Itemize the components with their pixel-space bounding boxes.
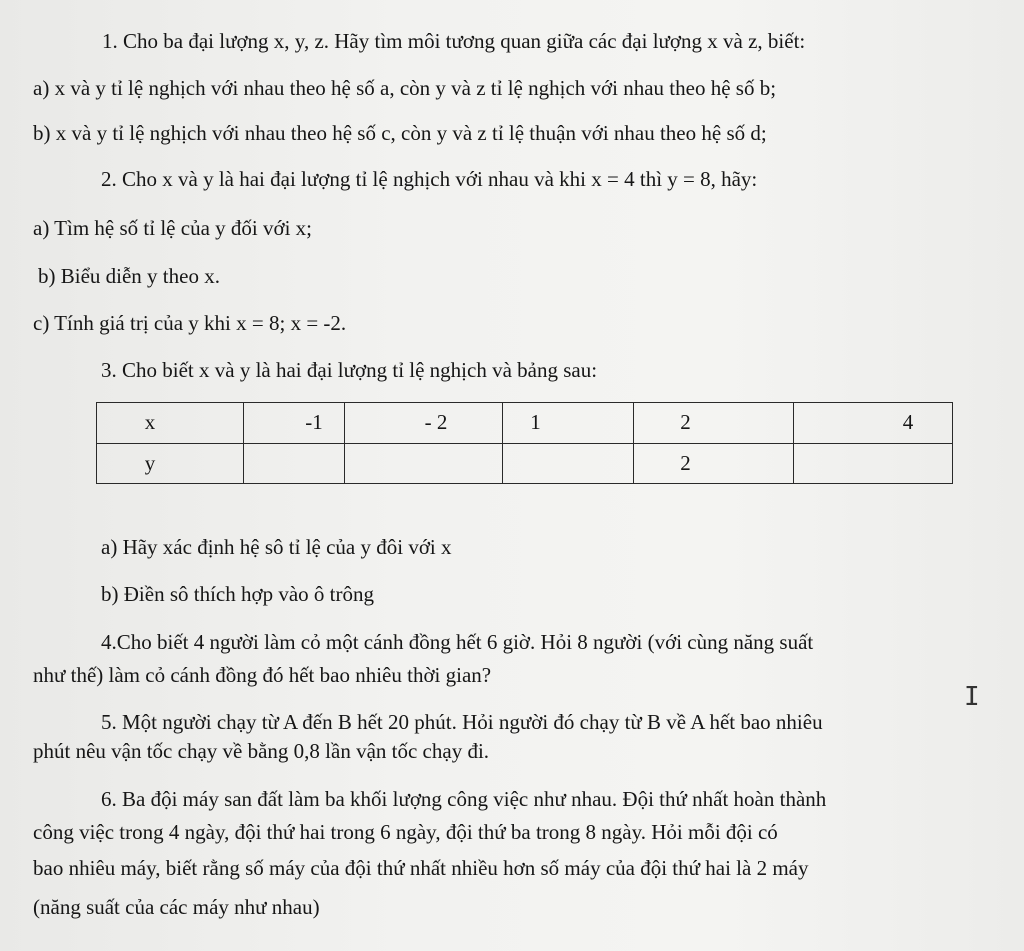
table-cell: - 2 — [345, 403, 503, 444]
table-cell: 1 — [503, 403, 634, 444]
problem-5-line-2: phút nêu vận tốc chạy về bằng 0,8 lần vận tốc chạy đi. — [33, 739, 490, 763]
problem-3-part-b: b) Điền sô thích hợp vào ô trông — [101, 582, 374, 606]
table-cell-x-label: x — [97, 403, 244, 444]
table-cell: 4 — [794, 403, 953, 444]
problem-6-line-4: (năng suất của các máy như nhau) — [33, 895, 320, 919]
table-cell-empty — [794, 443, 953, 484]
problem-2-part-c: c) Tính giá trị của y khi x = 8; x = -2. — [33, 311, 347, 335]
table-row-y — [97, 443, 953, 484]
problem-1-part-a: a) x và y tỉ lệ nghịch với nhau theo hệ số a, còn y và z tỉ lệ nghịch với nhau theo hệ số b; — [33, 76, 777, 100]
problem-2-part-a: a) Tìm hệ số tỉ lệ của y đối với x; — [33, 216, 312, 240]
table-cell-empty — [503, 443, 634, 484]
problem-6-line-3: bao nhiêu máy, biết rằng số máy của đội thứ nhất nhiều hơn số máy của đội thứ hai là 2 máy — [33, 856, 809, 880]
problem-1-title: 1. Cho ba đại lượng x, y, z. Hãy tìm môi tương quan giữa các đại lượng x và z, biết: — [102, 29, 806, 53]
problem-6-line-1: 6. Ba đội máy san đất làm ba khối lượng công việc như nhau. Đội thứ nhất hoàn thành — [101, 787, 827, 811]
problem-5-line-1: 5. Một người chạy từ A đến B hết 20 phút. Hỏi người đó chạy từ B về A hết bao nhiêu — [101, 710, 823, 734]
table-cell: -1 — [244, 403, 345, 444]
table-cell: 2 — [634, 403, 794, 444]
table-cell-empty — [244, 443, 345, 484]
table-cell-y-label: y — [97, 443, 244, 484]
problem-1-part-b: b) x và y tỉ lệ nghịch với nhau theo hệ số c, còn y và z tỉ lệ thuận với nhau theo hệ số d; — [33, 121, 767, 145]
problem-3-title: 3. Cho biết x và y là hai đại lượng tỉ lệ nghịch và bảng sau: — [101, 358, 598, 382]
table-cell-empty — [345, 443, 503, 484]
problem-4-line-2: như thế) làm cỏ cánh đồng đó hết bao nhiêu thời gian? — [33, 663, 492, 687]
table-cell: 2 — [634, 443, 794, 484]
problem-2-title: 2. Cho x và y là hai đại lượng tỉ lệ nghịch với nhau và khi x = 4 thì y = 8, hãy: — [101, 167, 758, 191]
problem-6-line-2: công việc trong 4 ngày, đội thứ hai trong 6 ngày, đội thứ ba trong 8 ngày. Hỏi mỗi đội có — [33, 820, 778, 844]
values-table — [96, 402, 953, 484]
table-row-x — [97, 403, 953, 444]
text-cursor-icon: I — [964, 682, 980, 712]
problem-4-line-1: 4.Cho biết 4 người làm cỏ một cánh đồng hết 6 giờ. Hỏi 8 người (với cùng năng suất — [101, 630, 814, 654]
problem-3-part-a: a) Hãy xác định hệ sô tỉ lệ của y đôi với x — [101, 535, 452, 559]
problem-2-part-b: b) Biểu diễn y theo x. — [38, 264, 220, 288]
